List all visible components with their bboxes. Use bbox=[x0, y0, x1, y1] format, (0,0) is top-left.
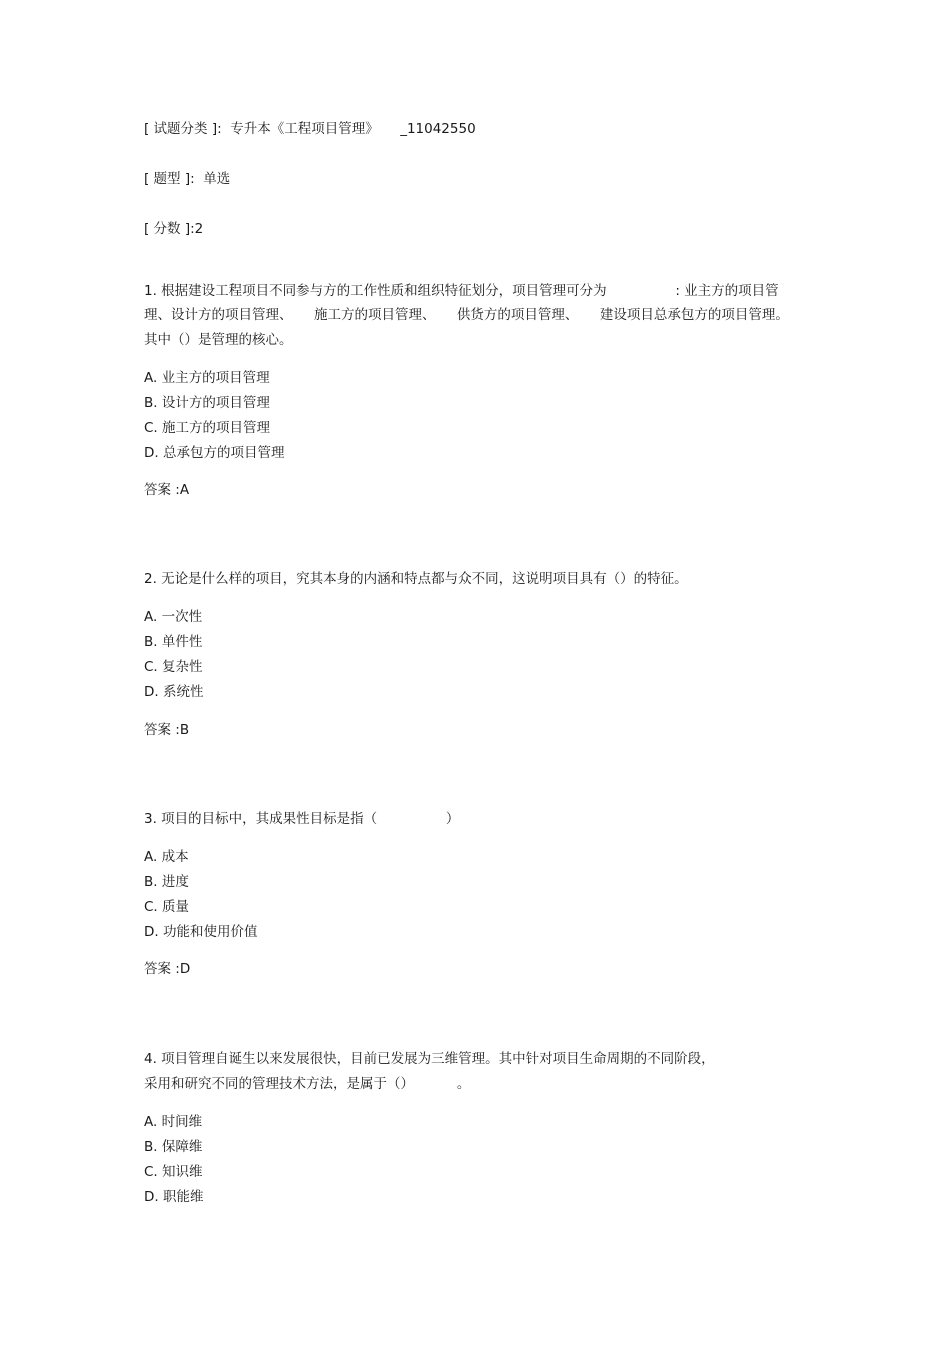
option-d: D. 系统性 bbox=[144, 684, 204, 700]
option-a: A. 一次性 bbox=[144, 609, 203, 625]
option-a: A. 时间维 bbox=[144, 1114, 203, 1130]
question-text-line: 4. 项目管理自诞生以来发展很快，目前已发展为三维管理。其中针对项目生命周期的不同阶段， bbox=[144, 1051, 715, 1067]
option-b: B. 保障维 bbox=[144, 1139, 203, 1155]
option-b: B. 设计方的项目管理 bbox=[144, 395, 270, 411]
question-text-line: 1. 根据建设工程项目不同参与方的工作性质和组织特征划分，项目管理可分为 : 业主方的项目管 bbox=[144, 283, 779, 299]
option-d: D. 总承包方的项目管理 bbox=[144, 445, 285, 461]
option-c: C. 复杂性 bbox=[144, 659, 203, 675]
score-line: [ 分数 ]:2 bbox=[144, 221, 204, 237]
option-a: A. 业主方的项目管理 bbox=[144, 370, 270, 386]
question-text-line: 2. 无论是什么样的项目，究其本身的内涵和特点都与众不同，这说明项目具有（）的特征。 bbox=[144, 571, 688, 587]
question-text-line: 采用和研究不同的管理技术方法，是属于（） 。 bbox=[144, 1076, 471, 1092]
option-d: D. 职能维 bbox=[144, 1189, 204, 1205]
answer-line: 答案 :D bbox=[144, 961, 191, 977]
question-text-line: 3. 项目的目标中，其成果性目标是指（ ） bbox=[144, 811, 460, 827]
option-d: D. 功能和使用价值 bbox=[144, 924, 258, 940]
option-c: C. 质量 bbox=[144, 899, 190, 915]
answer-line: 答案 :B bbox=[144, 722, 190, 738]
option-c: C. 施工方的项目管理 bbox=[144, 420, 271, 436]
category-line: [ 试题分类 ]: 专升本《工程项目管理》 _11042550 bbox=[144, 121, 476, 137]
answer-line: 答案 :A bbox=[144, 482, 190, 498]
option-b: B. 单件性 bbox=[144, 634, 203, 650]
question-text-line: 其中（）是管理的核心。 bbox=[144, 332, 293, 348]
option-b: B. 进度 bbox=[144, 874, 189, 890]
question-text-line: 理、设计方的项目管理、 施工方的项目管理、 供货方的项目管理、 建设项目总承包方的项目管理。 bbox=[144, 307, 789, 323]
option-a: A. 成本 bbox=[144, 849, 189, 865]
option-c: C. 知识维 bbox=[144, 1164, 203, 1180]
type-line: [ 题型 ]: 单选 bbox=[144, 171, 231, 187]
